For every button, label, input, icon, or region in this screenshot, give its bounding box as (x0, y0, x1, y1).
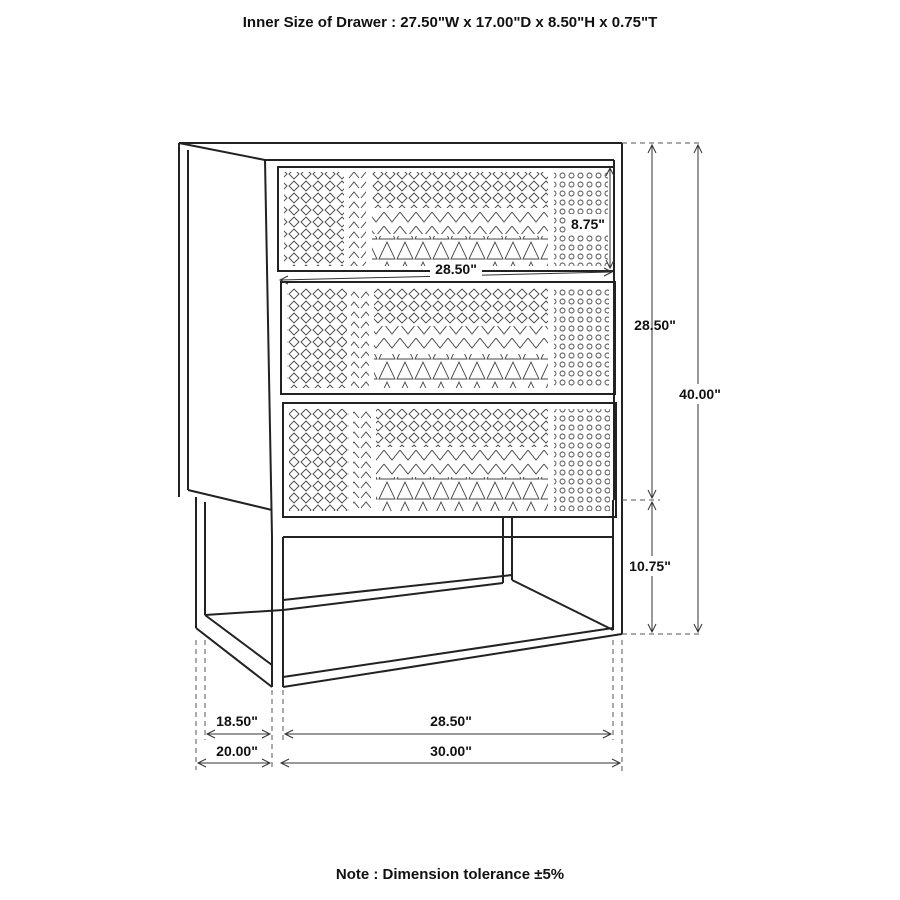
total-height-label: 40.00" (679, 386, 721, 402)
tolerance-note: Note : Dimension tolerance ±5% (335, 866, 565, 883)
cabinet-height-label: 28.50" (634, 317, 676, 333)
leg-height-label: 10.75" (629, 558, 671, 574)
leg-height-dimension (626, 502, 676, 632)
diagram-title: Inner Size of Drawer : 27.50"W x 17.00"D x 8.50"H x 0.75"T (242, 14, 658, 31)
cabinet-height-dimension (634, 145, 676, 498)
drawer-width-label: 28.50" (435, 261, 477, 277)
leg-frame (196, 497, 622, 687)
bottom-extension-lines (196, 640, 622, 775)
inner-width-dimension (285, 713, 611, 738)
outer-depth-label: 20.00" (216, 743, 258, 759)
outer-width-label: 30.00" (430, 743, 472, 759)
outer-depth-dimension (198, 743, 270, 767)
inner-depth-label: 18.50" (216, 713, 258, 729)
drawer-top (278, 167, 614, 271)
drawer-bottom (283, 403, 616, 517)
total-height-dimension (672, 145, 726, 632)
drawer-height-label: 8.75" (571, 216, 605, 232)
outer-width-dimension (281, 743, 620, 767)
inner-width-label: 28.50" (430, 713, 472, 729)
inner-depth-dimension (207, 713, 270, 738)
drawer-middle (281, 282, 615, 394)
